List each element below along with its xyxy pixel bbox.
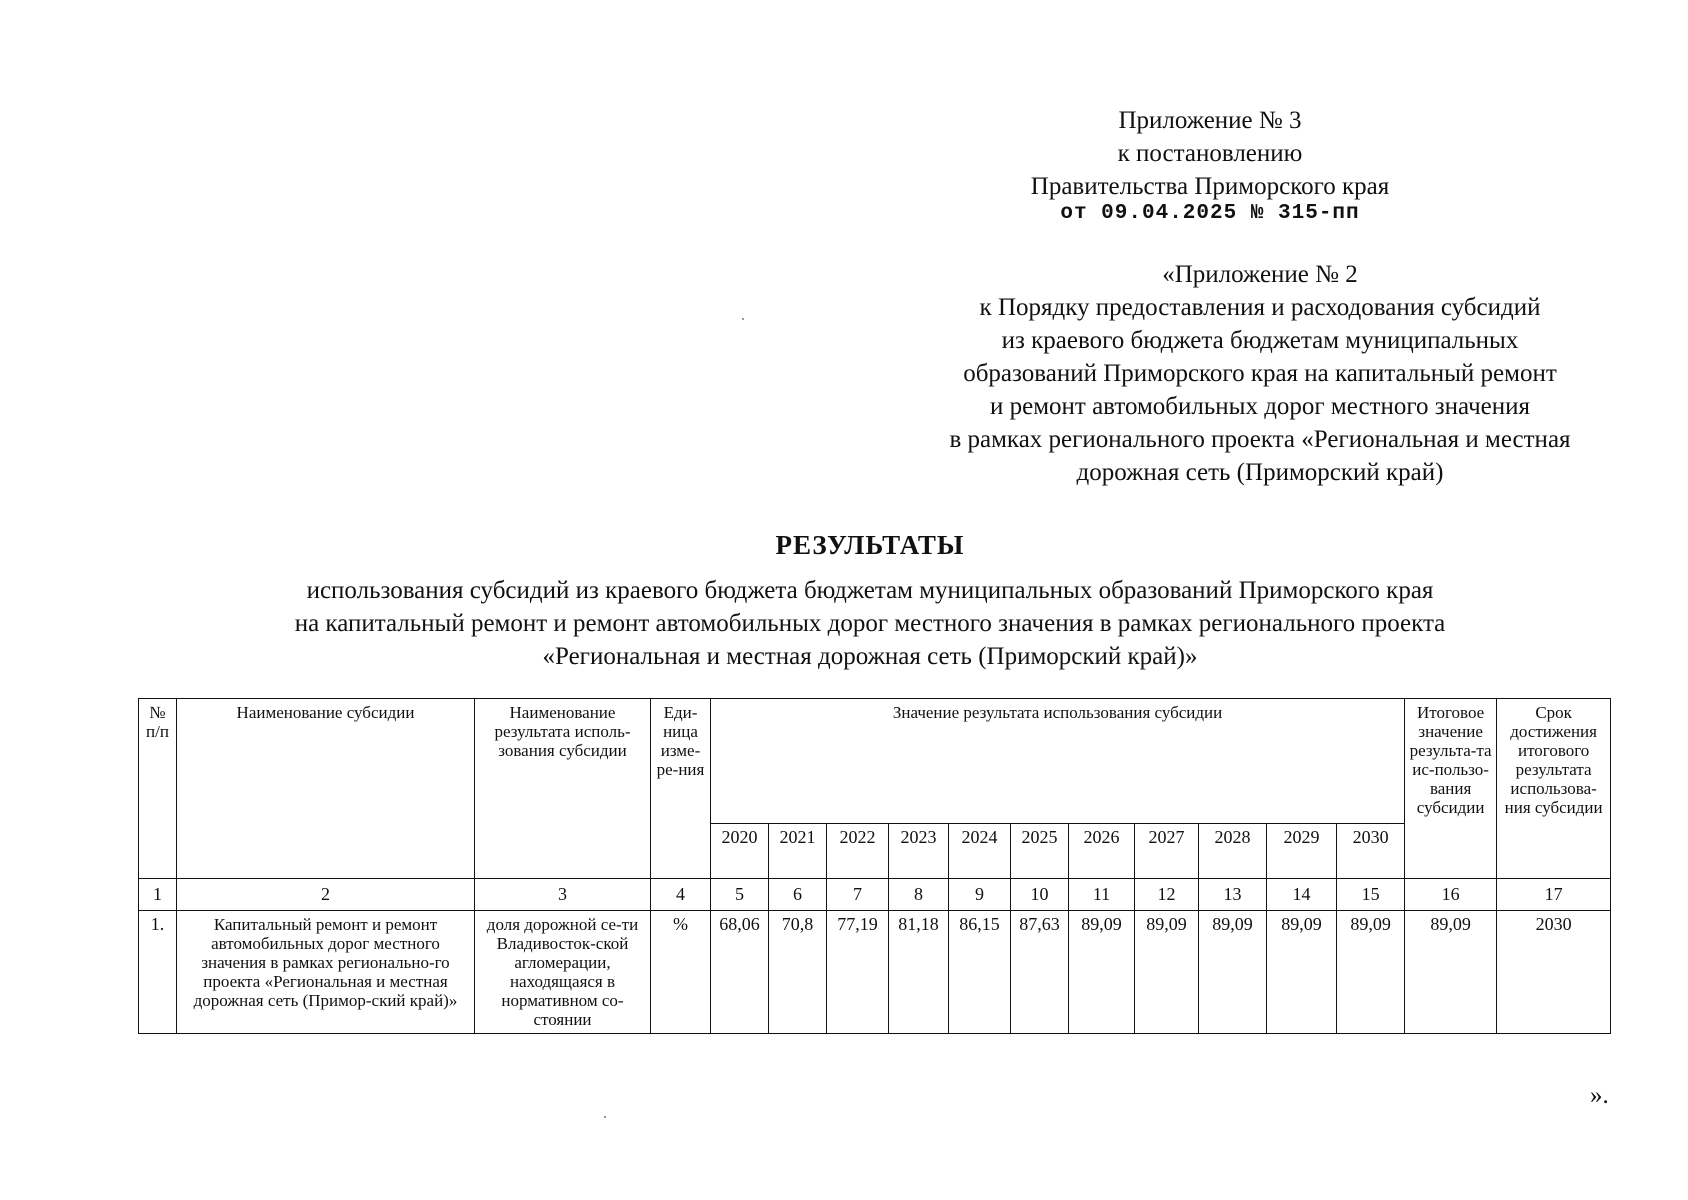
appendix-line: образований Приморского края на капитальный ремонт (963, 360, 1557, 387)
header-line: Правительства Приморского края (1030, 173, 1390, 200)
header-value-group: Значение результата использования субсидии (711, 699, 1405, 824)
row-value: 89,09 (1337, 911, 1405, 1034)
header-final-value: Итоговое значение результа-та ис-пользо-вания субсидии (1405, 699, 1497, 879)
column-number: 11 (1069, 879, 1135, 911)
subtitle-line: на капитальный ремонт и ремонт автомобильных дорог местного значения в рамках регионального проекта (294, 610, 1446, 637)
row-value: 89,09 (1267, 911, 1337, 1034)
header-year: 2022 (827, 824, 889, 879)
row-unit: % (651, 911, 711, 1034)
header-result-name: Наименование результата исполь-зования субсидии (475, 699, 651, 879)
column-number: 1 (139, 879, 177, 911)
column-number: 16 (1405, 879, 1497, 911)
column-number: 14 (1267, 879, 1337, 911)
document-subtitle (180, 574, 1560, 673)
row-value: 89,09 (1069, 911, 1135, 1034)
appendix-line: и ремонт автомобильных дорог местного значения (989, 393, 1531, 420)
column-number: 3 (475, 879, 651, 911)
document-title: РЕЗУЛЬТАТЫ (775, 530, 965, 560)
header-year: 2023 (889, 824, 949, 879)
header-year: 2028 (1199, 824, 1267, 879)
column-number: 4 (651, 879, 711, 911)
header-year: 2025 (1011, 824, 1069, 879)
row-value: 89,09 (1199, 911, 1267, 1034)
header-year: 2021 (769, 824, 827, 879)
column-number: 15 (1337, 879, 1405, 911)
column-number: 2 (177, 879, 475, 911)
row-value: 89,09 (1135, 911, 1199, 1034)
subtitle-line: «Региональная и местная дорожная сеть (Приморский край)» (542, 643, 1198, 670)
header-unit: Еди-ница изме-ре-ния (651, 699, 711, 879)
subtitle-line: использования субсидий из краевого бюджета бюджетам муниципальных образований Приморского края (306, 577, 1434, 604)
row-value: 68,06 (711, 911, 769, 1034)
row-value: 86,15 (949, 911, 1011, 1034)
column-number: 13 (1199, 879, 1267, 911)
row-value: 81,18 (889, 911, 949, 1034)
column-number: 9 (949, 879, 1011, 911)
header-year: 2030 (1337, 824, 1405, 879)
appendix-reference (880, 258, 1640, 489)
header-year: 2027 (1135, 824, 1199, 879)
row-value: 77,19 (827, 911, 889, 1034)
scan-speck (742, 318, 744, 320)
results-table (138, 698, 1611, 1034)
column-number: 17 (1497, 879, 1611, 911)
header-year: 2029 (1267, 824, 1337, 879)
appendix-line: дорожная сеть (Приморский край) (1076, 459, 1444, 486)
header-year: 2020 (711, 824, 769, 879)
table-header-row (139, 699, 1611, 824)
closing-quote: ». (1590, 1082, 1609, 1109)
row-deadline: 2030 (1497, 911, 1611, 1034)
header-year: 2026 (1069, 824, 1135, 879)
header-deadline: Срок достижения итогового результата использова-ния субсидии (1497, 699, 1611, 879)
row-num: 1. (139, 911, 177, 1034)
row-result-name: доля дорожной се-ти Владивосток-ской агломерации, находящаяся в нормативном со-стоянии (475, 911, 651, 1034)
row-final-value: 89,09 (1405, 911, 1497, 1034)
header-year: 2024 (949, 824, 1011, 879)
table-row (139, 911, 1611, 1034)
column-numbers-row (139, 879, 1611, 911)
row-subsidy-name: Капитальный ремонт и ремонт автомобильных дорог местного значения в рамках регионально-го проекта «Региональная и местная дорожная сеть (Примор-ский край)» (177, 911, 475, 1034)
row-value: 87,63 (1011, 911, 1069, 1034)
header-line: к постановлению (1117, 140, 1303, 167)
header-num: № п/п (139, 699, 177, 879)
date-number-stamp: от 09.04.2025 № 315-пп (1060, 202, 1360, 225)
column-number: 7 (827, 879, 889, 911)
column-number: 5 (711, 879, 769, 911)
appendix-line: из краевого бюджета бюджетам муниципальных (1001, 327, 1519, 354)
column-number: 6 (769, 879, 827, 911)
header-line: Приложение № 3 (1118, 107, 1302, 134)
resolution-header (1010, 104, 1410, 225)
scan-speck (604, 1116, 606, 1118)
appendix-line: в рамках регионального проекта «Региональная и местная (949, 426, 1571, 453)
row-value: 70,8 (769, 911, 827, 1034)
appendix-line: «Приложение № 2 (1162, 261, 1358, 288)
column-number: 12 (1135, 879, 1199, 911)
header-subsidy-name: Наименование субсидии (177, 699, 475, 879)
appendix-line: к Порядку предоставления и расходования субсидий (979, 294, 1541, 321)
column-number: 8 (889, 879, 949, 911)
column-number: 10 (1011, 879, 1069, 911)
